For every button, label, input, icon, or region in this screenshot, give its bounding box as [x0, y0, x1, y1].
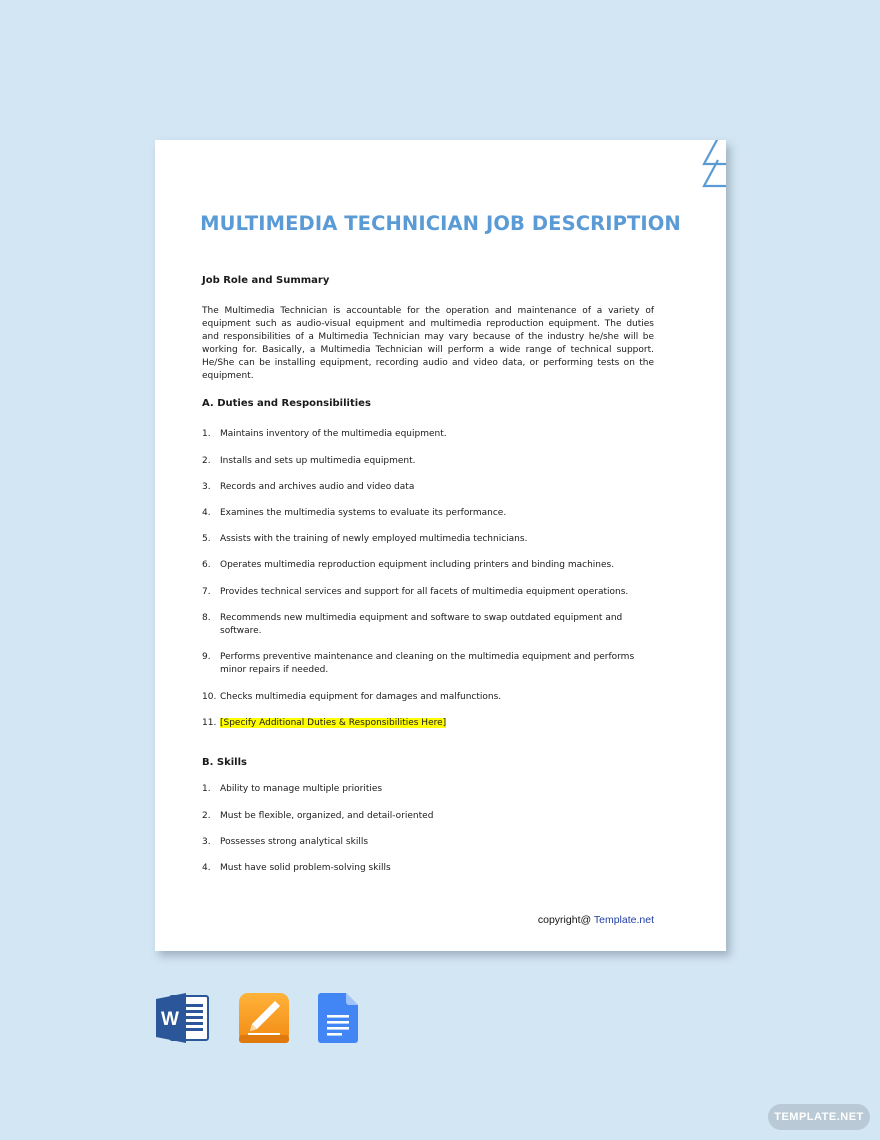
list-number: 1. [202, 784, 211, 794]
list-text: Assists with the training of newly employed multimedia technicians. [220, 534, 528, 544]
list-number: 3. [202, 482, 211, 492]
list-text: Maintains inventory of the multimedia equipment. [220, 429, 447, 439]
list-number: 2. [202, 456, 211, 466]
list-item [202, 428, 654, 441]
list-number: 9. [202, 652, 211, 662]
list-item [202, 586, 654, 599]
list-number: 3. [202, 837, 211, 847]
pages-icon[interactable] [239, 993, 289, 1043]
corner-decoration-icon [698, 140, 726, 190]
list-number: 7. [202, 587, 211, 597]
list-item [202, 836, 654, 849]
copyright-notice [538, 914, 654, 926]
template-net-badge[interactable]: TEMPLATE.NET [768, 1104, 870, 1130]
list-text: Installs and sets up multimedia equipment. [220, 456, 416, 466]
duties-heading: A. Duties and Responsibilities [202, 398, 371, 409]
list-text: Checks multimedia equipment for damages and malfunctions. [220, 692, 502, 702]
word-icon[interactable] [156, 993, 210, 1043]
list-text: Performs preventive maintenance and cleaning on the multimedia equipment and performs minor repairs if needed. [220, 652, 635, 675]
skills-heading: B. Skills [202, 757, 247, 768]
list-item [202, 810, 654, 823]
google-docs-icon[interactable] [318, 993, 358, 1043]
list-item [202, 783, 654, 796]
list-text: Ability to manage multiple priorities [220, 784, 383, 794]
list-number: 4. [202, 863, 211, 873]
list-item [202, 862, 654, 875]
svg-text:W: W [161, 1009, 179, 1030]
list-text: Must have solid problem-solving skills [220, 863, 391, 873]
list-number: 2. [202, 811, 211, 821]
list-number: 6. [202, 560, 211, 570]
copyright-prefix: copyright@ [537, 914, 594, 926]
document-title: MULTIMEDIA TECHNICIAN JOB DESCRIPTION [200, 212, 681, 235]
list-item [202, 507, 654, 520]
list-text: Provides technical services and support for all facets of multimedia equipment operations. [220, 587, 629, 597]
list-item [202, 717, 654, 730]
list-item [202, 559, 654, 572]
list-item [202, 651, 654, 677]
list-text: Recommends new multimedia equipment and software to swap outdated equipment and software. [220, 613, 623, 636]
copyright-link[interactable]: Template.net [593, 914, 654, 926]
list-number: 4. [202, 508, 211, 518]
job-summary: The Multimedia Technician is accountable for the operation and maintenance of a variety of equipment such as audio-visual equipment and multimedia reproduction equipment. The duties and responsibilities of a Multimedia Technician may vary because of the industry he/she will be working for. Basically, a Multimedia Technician will perform a wide range of technical support. He/She can be installing equipment, recording audio and video data, or performing tests on the equipment. [202, 306, 654, 381]
document-page [155, 140, 726, 951]
list-item [202, 455, 654, 468]
list-number: 10. [202, 692, 217, 702]
list-text: Possesses strong analytical skills [220, 837, 369, 847]
list-item [202, 533, 654, 546]
list-number: 8. [202, 613, 211, 623]
list-text: Operates multimedia reproduction equipment including printers and binding machines. [220, 560, 615, 570]
list-number: 11. [202, 718, 217, 728]
list-item [202, 691, 654, 704]
list-item [202, 612, 654, 638]
job-role-heading: Job Role and Summary [202, 275, 330, 286]
placeholder-highlight: [Specify Additional Duties & Responsibilities Here] [220, 718, 447, 728]
list-text: Must be flexible, organized, and detail-oriented [220, 811, 434, 821]
list-item [202, 481, 654, 494]
list-number: 5. [202, 534, 211, 544]
list-number: 1. [202, 429, 211, 439]
list-text: Examines the multimedia systems to evaluate its performance. [220, 508, 507, 518]
list-text: Records and archives audio and video data [220, 482, 415, 492]
